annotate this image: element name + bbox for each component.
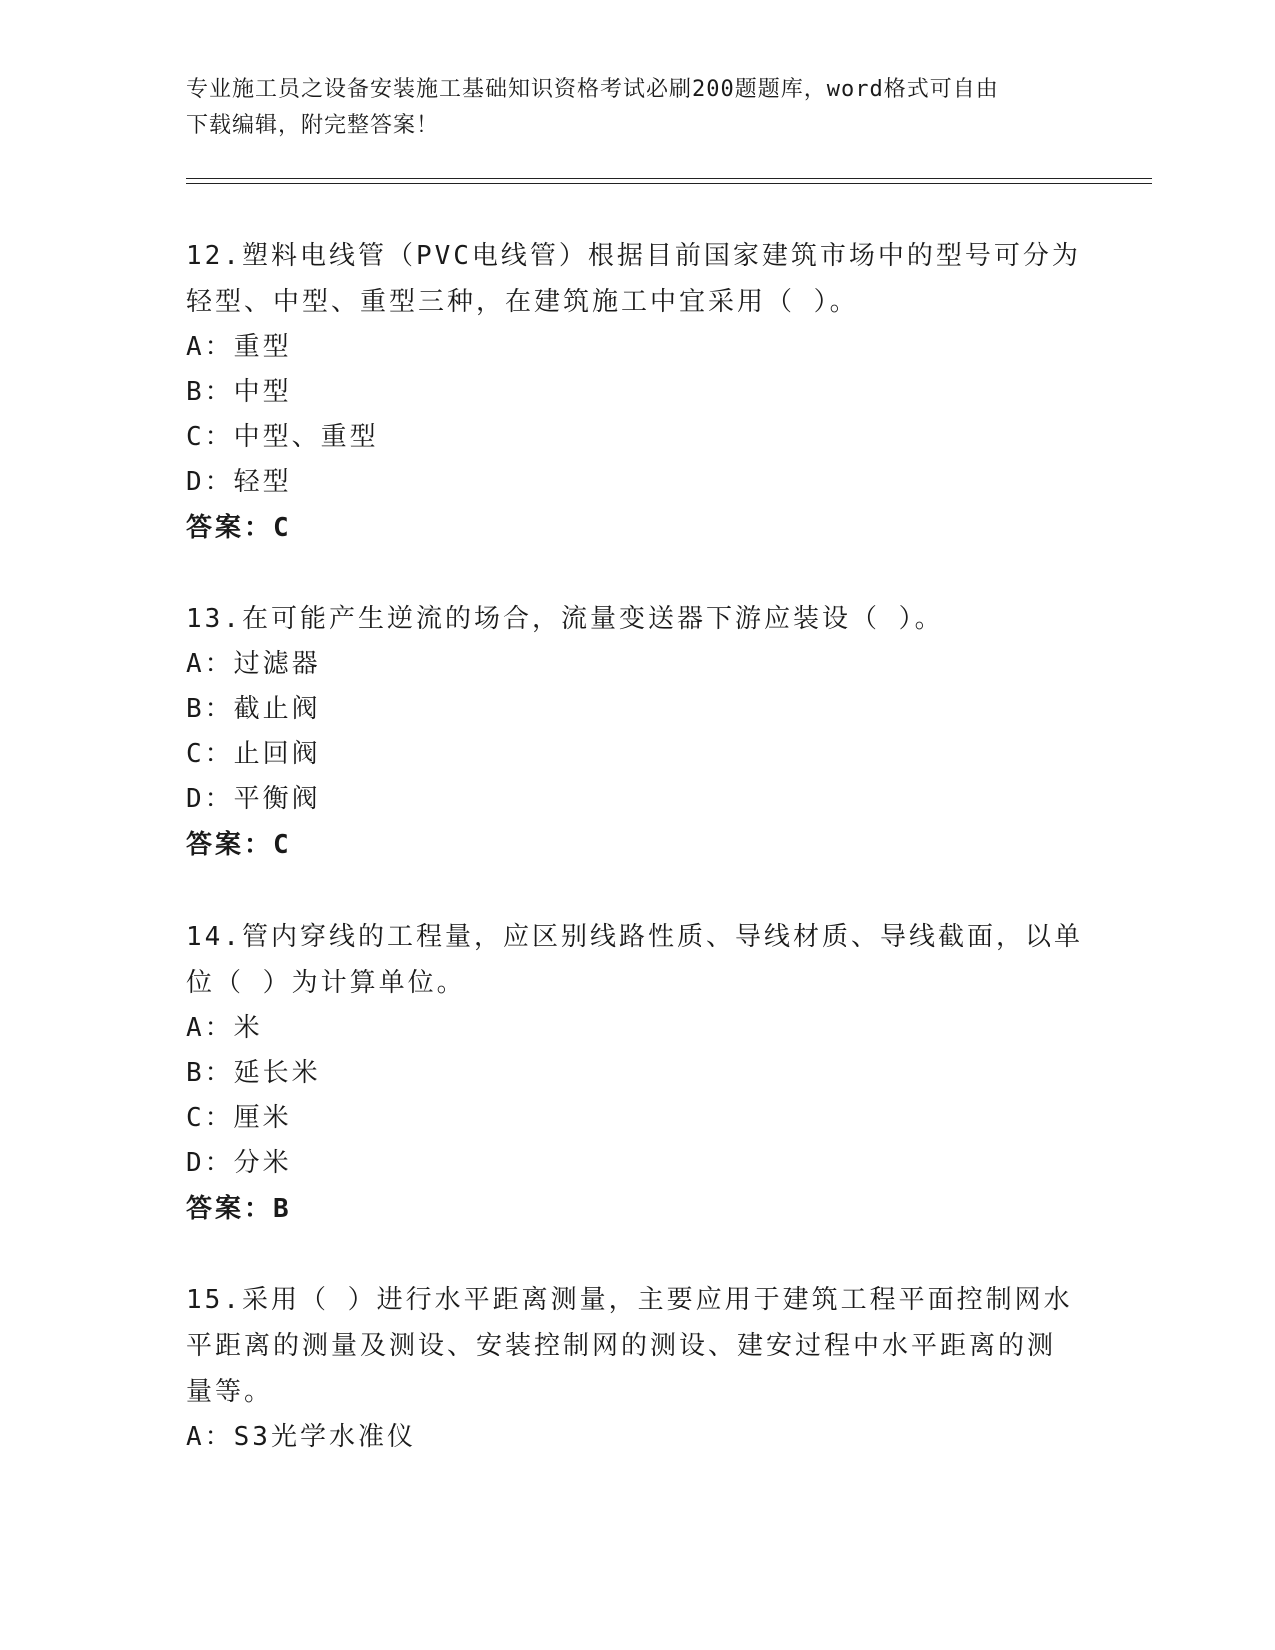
answer-line: 答案：B bbox=[186, 1194, 292, 1224]
option-a: A：S3光学水准仪 bbox=[186, 1422, 416, 1452]
question-stem-line: 12.塑料电线管（PVC电线管）根据目前国家建筑市场中的型号可分为 bbox=[186, 241, 1081, 271]
header-title-line-1: 专业施工员之设备安装施工基础知识资格考试必刷200题题库，word格式可自由 bbox=[186, 77, 999, 102]
question-stem-line: 轻型、中型、重型三种，在建筑施工中宜采用（ ）。 bbox=[186, 287, 859, 317]
option-d: D：平衡阀 bbox=[186, 784, 321, 814]
answer-line: 答案：C bbox=[186, 513, 292, 543]
option-b: B：中型 bbox=[186, 377, 292, 407]
header-divider-top bbox=[186, 178, 1152, 179]
document-header bbox=[186, 72, 1086, 144]
question-13 bbox=[186, 596, 1086, 868]
question-stem-line: 位（ ）为计算单位。 bbox=[186, 968, 466, 998]
question-stem-line: 量等。 bbox=[186, 1377, 274, 1407]
option-a: A：重型 bbox=[186, 332, 292, 362]
question-14 bbox=[186, 914, 1086, 1232]
question-stem-line: 14.管内穿线的工程量，应区别线路性质、导线材质、导线截面，以单 bbox=[186, 922, 1083, 952]
option-b: B：截止阀 bbox=[186, 694, 321, 724]
option-c: C：厘米 bbox=[186, 1103, 292, 1133]
option-c: C：止回阀 bbox=[186, 739, 321, 769]
option-a: A：米 bbox=[186, 1013, 263, 1043]
header-divider-bottom bbox=[186, 183, 1152, 184]
option-a: A：过滤器 bbox=[186, 649, 321, 679]
question-stem-line: 平距离的测量及测设、安装控制网的测设、建安过程中水平距离的测 bbox=[186, 1331, 1057, 1361]
question-15 bbox=[186, 1277, 1086, 1460]
option-d: D：轻型 bbox=[186, 467, 292, 497]
header-title-line-2: 下载编辑，附完整答案！ bbox=[186, 113, 440, 138]
option-b: B：延长米 bbox=[186, 1058, 321, 1088]
question-stem-line: 15.采用（ ）进行水平距离测量，主要应用于建筑工程平面控制网水 bbox=[186, 1285, 1073, 1315]
question-stem-line: 13.在可能产生逆流的场合，流量变送器下游应装设（ ）。 bbox=[186, 604, 944, 634]
option-d: D：分米 bbox=[186, 1148, 292, 1178]
answer-line: 答案：C bbox=[186, 830, 292, 860]
option-c: C：中型、重型 bbox=[186, 422, 379, 452]
question-12 bbox=[186, 233, 1086, 551]
